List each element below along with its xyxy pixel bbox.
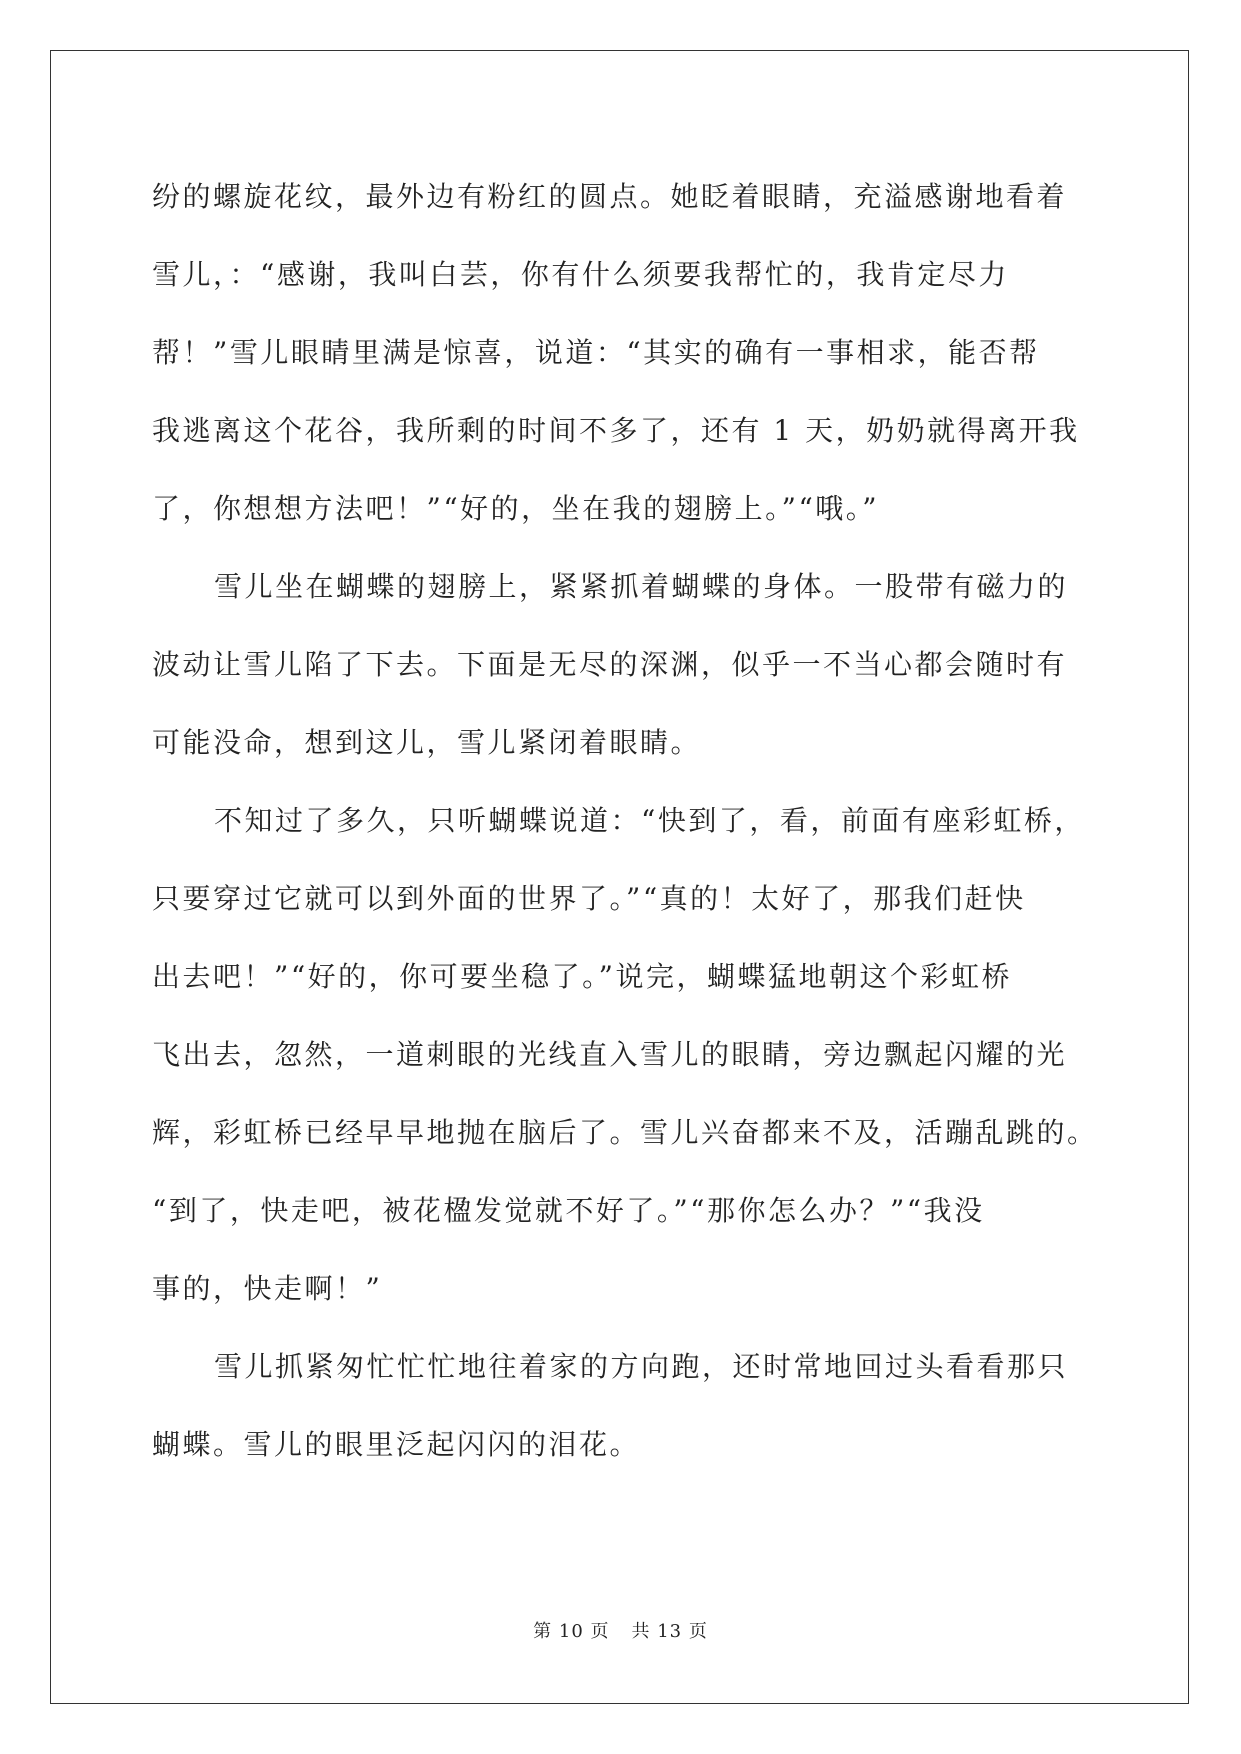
paragraph-start-line: 雪儿抓紧匆忙忙忙地往着家的方向跑，还时常地回过头看看那只: [214, 1350, 1069, 1383]
paragraph-start-line: 雪儿坐在蝴蝶的翅膀上，紧紧抓着蝴蝶的身体。一股带有磁力的: [214, 570, 1069, 603]
paragraph-start-line: 不知过了多久，只听蝴蝶说道：“快到了，看，前面有座彩虹桥，: [214, 804, 1085, 837]
text-line: 波动让雪儿陷了下去。下面是无尽的深渊，似乎一不当心都会随时有: [152, 648, 1068, 681]
text-line: 蝴蝶。雪儿的眼里泛起闪闪的泪花。: [152, 1428, 641, 1461]
text-line: 了，你想想方法吧！”“好的，坐在我的翅膀上。”“哦。”: [152, 492, 880, 525]
page-number-current: 第 10 页: [533, 1621, 610, 1642]
text-line: 飞出去，忽然，一道刺眼的光线直入雪儿的眼睛，旁边飘起闪耀的光: [152, 1038, 1068, 1071]
text-line: 雪儿，：“感谢，我叫白芸，你有什么须要我帮忙的，我肯定尽力: [152, 258, 1009, 291]
text-line: 辉，彩虹桥已经早早地抛在脑后了。雪儿兴奋都来不及，活蹦乱跳的。: [152, 1116, 1098, 1149]
page-footer: [0, 1617, 1241, 1643]
text-line: 只要穿过它就可以到外面的世界了。”“真的！太好了，那我们赶快: [152, 882, 1026, 915]
document-body: [152, 158, 1098, 1484]
text-line: 我逃离这个花谷，我所剩的时间不多了，还有 1 天，奶奶就得离开我: [152, 414, 1080, 447]
text-line: 纷的螺旋花纹，最外边有粉红的圆点。她眨着眼睛，充溢感谢地看着: [152, 180, 1068, 213]
text-line: 可能没命，想到这儿，雪儿紧闭着眼睛。: [152, 726, 702, 759]
text-line: 事的，快走啊！”: [152, 1272, 383, 1305]
text-line: 帮！”雪儿眼睛里满是惊喜，说道：“其实的确有一事相求，能否帮: [152, 336, 1040, 369]
page-number-total: 共 13 页: [631, 1621, 708, 1642]
text-line: 出去吧！”“好的，你可要坐稳了。”说完，蝴蝶猛地朝这个彩虹桥: [152, 960, 1012, 993]
text-line: “到了，快走吧，被花楹发觉就不好了。”“那你怎么办？”“我没: [152, 1194, 985, 1227]
